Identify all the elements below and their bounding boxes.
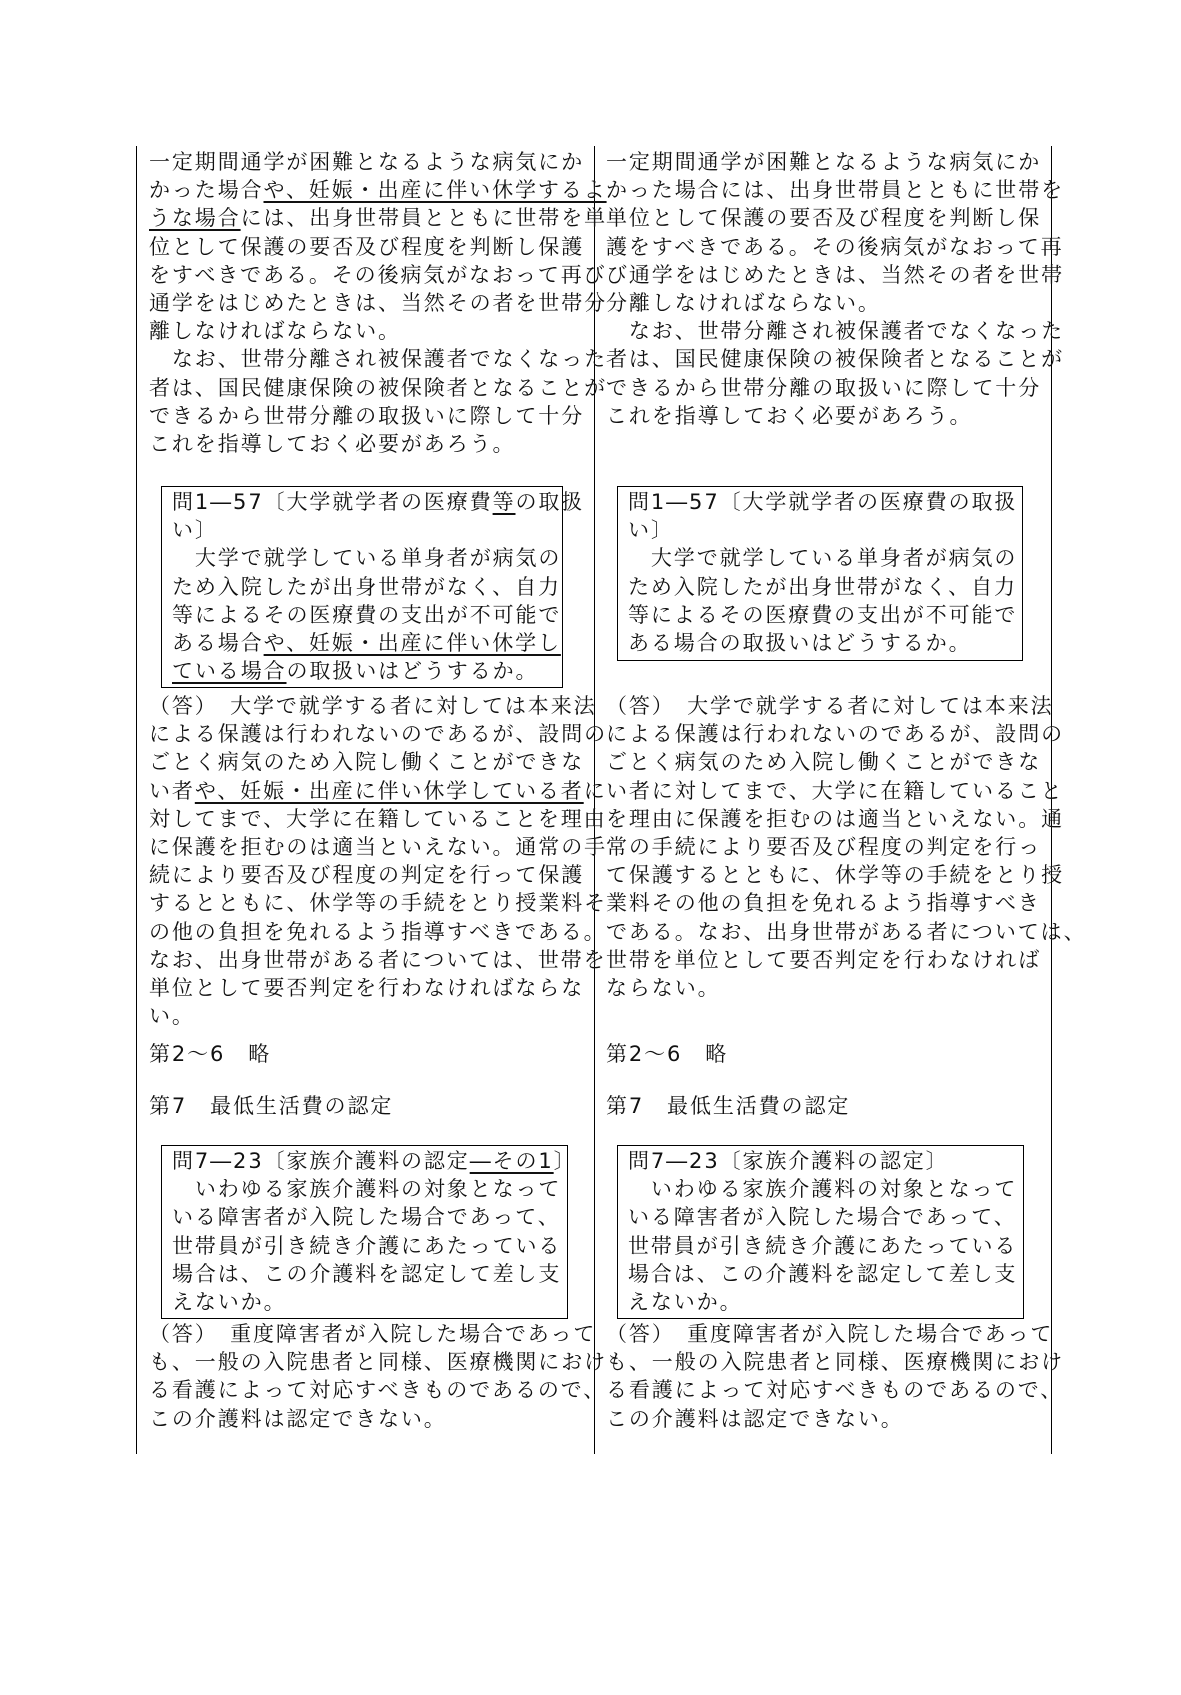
text-line: による保護は行われないのであるが、設問の	[149, 722, 607, 747]
text-line: この介護料は認定できない。	[149, 1406, 447, 1431]
text-line: これを指導しておく必要があろう。	[149, 431, 516, 456]
text-line: である。なお、出身世帯がある者については、	[606, 919, 1087, 944]
revised-answer-1-57	[149, 692, 607, 1030]
text-line: も、一般の入院患者と同様、医療機関におけ	[149, 1350, 607, 1375]
revised-paragraph	[149, 148, 607, 458]
text-line: いわゆる家族介護料の対象となって	[628, 1177, 1018, 1202]
text-line	[172, 657, 584, 685]
text-line: えないか。	[172, 1289, 287, 1314]
text-line: の他の負担を免れるよう指導すべきである。	[149, 919, 607, 944]
text-line: い。	[149, 1004, 195, 1029]
text-line: ごとく病気のため入院し働くことができな	[606, 750, 1042, 775]
text-line: 第2～6 略	[149, 1042, 272, 1066]
text-line: 位として保護の要否及び程度を判断し保護	[149, 234, 585, 259]
current-answer-1-57	[606, 692, 1086, 1002]
underlined-amendment: や、妊娠・出産に伴い休学し	[263, 630, 561, 655]
text-line: これを指導しておく必要があろう。	[606, 403, 973, 428]
text-segment: い者	[149, 778, 195, 803]
text-line	[172, 488, 584, 516]
text-segment: かった場合	[149, 178, 264, 203]
text-line: 対してまで、大学に在籍していることを理由	[149, 806, 607, 831]
text-line: 続により要否及び程度の判定を行って保護	[149, 863, 585, 888]
text-line: 大学で就学している単身者が病気の	[628, 546, 1018, 571]
text-line: できるから世帯分離の取扱いに際して十分	[606, 375, 1042, 400]
text-line: かった場合には、出身世帯員とともに世帯を	[606, 178, 1064, 203]
text-line: い〕	[628, 518, 674, 543]
text-segment: ある場合	[172, 630, 264, 655]
current-paragraph	[606, 148, 1064, 430]
text-line: い〕	[172, 518, 218, 543]
text-line: 問1―57〔大学就学者の医療費の取扱	[628, 490, 1018, 514]
text-line: も、一般の入院患者と同様、医療機関におけ	[606, 1350, 1064, 1375]
text-line: 第2～6 略	[606, 1042, 729, 1066]
text-line: できるから世帯分離の取扱いに際して十分	[149, 403, 585, 428]
text-line: 離しなければならない。	[149, 319, 401, 344]
current-section-7	[606, 1092, 850, 1120]
underlined-amendment: うな場合	[149, 206, 241, 231]
text-line: この介護料は認定できない。	[606, 1406, 904, 1431]
text-segment: 問7―23〔家族介護料の認定	[172, 1149, 470, 1173]
underlined-amendment: ―その1	[469, 1149, 554, 1173]
current-question-7-23	[628, 1147, 1017, 1316]
text-line: 大学で就学している単身者が病気の	[172, 546, 562, 571]
text-line: いわゆる家族介護料の対象となって	[172, 1177, 562, 1202]
text-segment: 問1―57〔大学就学者の医療費	[172, 490, 493, 514]
text-line: ならない。	[606, 975, 721, 1000]
text-line: 通学をはじめたときは、当然その者を世帯分	[149, 290, 607, 315]
text-line: 護をすべきである。その後病気がなおって再	[606, 234, 1064, 259]
text-line: するとともに、休学等の手続をとり授業料そ	[149, 891, 607, 916]
text-line: 第7 最低生活費の認定	[606, 1094, 851, 1118]
text-line: 分離しなければならない。	[606, 290, 881, 315]
underlined-amendment: や、妊娠・出産に伴い休学するよ	[263, 178, 607, 203]
text-line: （答） 重度障害者が入院した場合であって	[149, 1322, 597, 1346]
text-line: い者に対してまで、大学に在籍していること	[606, 778, 1064, 803]
text-line: ある場合の取扱いはどうするか。	[628, 630, 972, 655]
text-segment: の取扱いはどうするか。	[286, 659, 539, 684]
text-line: をすべきである。その後病気がなおって再び	[149, 262, 607, 287]
text-line: 第7 最低生活費の認定	[149, 1094, 394, 1118]
text-line: 世帯員が引き続き介護にあたっている	[628, 1233, 1018, 1258]
text-line: に保護を拒むのは適当といえない。通常の手	[149, 834, 607, 859]
text-line	[172, 1147, 577, 1175]
text-line: 一定期間通学が困難となるような病気にか	[149, 150, 585, 174]
current-answer-7-23	[606, 1320, 1064, 1433]
text-line: 場合は、この介護料を認定して差し支	[628, 1261, 1018, 1286]
text-line: を理由に保護を拒むのは適当といえない。通	[606, 806, 1064, 831]
underlined-amendment: ている場合	[172, 659, 287, 684]
text-line: （答） 大学で就学する者に対しては本来法	[606, 694, 1054, 718]
text-line: なお、出身世帯がある者については、世帯を	[149, 947, 607, 972]
text-line	[149, 176, 607, 204]
text-line: て保護するとともに、休学等の手続をとり授	[606, 863, 1064, 888]
revised-question-1-57	[172, 488, 584, 685]
text-segment: には、出身世帯員とともに世帯を単	[240, 206, 608, 231]
text-line: ごとく病気のため入院し働くことができな	[149, 750, 585, 775]
text-line	[149, 204, 607, 232]
text-line: 者は、国民健康保険の被保険者となることが	[606, 347, 1064, 372]
column-border-left	[136, 146, 137, 1454]
current-section-2-6	[606, 1040, 728, 1068]
text-line: 者は、国民健康保険の被保険者となることが	[149, 375, 607, 400]
revised-answer-7-23	[149, 1320, 607, 1433]
text-line: いる障害者が入院した場合であって、	[628, 1205, 1017, 1230]
text-line: 等によるその医療費の支出が不可能で	[172, 602, 562, 627]
text-line: 単位として保護の要否及び程度を判断し保	[606, 206, 1042, 231]
text-line: 常の手続により要否及び程度の判定を行っ	[606, 834, 1042, 859]
text-line: えないか。	[628, 1289, 743, 1314]
text-line: なお、世帯分離され被保護者でなくなった	[149, 347, 607, 372]
text-line: 場合は、この介護料を認定して差し支	[172, 1261, 562, 1286]
revised-question-7-23	[172, 1147, 577, 1316]
text-line	[149, 777, 607, 805]
text-line: ため入院したが出身世帯がなく、自力	[172, 574, 561, 599]
text-line: ため入院したが出身世帯がなく、自力	[628, 574, 1017, 599]
underlined-amendment: や、妊娠・出産に伴い休学している者	[194, 778, 584, 803]
text-line: （答） 大学で就学する者に対しては本来法	[149, 694, 597, 718]
text-line: び通学をはじめたときは、当然その者を世帯	[606, 262, 1064, 287]
text-line: る看護によって対応すべきものであるので、	[606, 1378, 1064, 1403]
text-line: なお、世帯分離され被保護者でなくなった	[606, 319, 1064, 344]
text-line: 単位として要否判定を行わなければならな	[149, 975, 585, 1000]
text-segment: に	[583, 778, 607, 803]
text-line: 一定期間通学が困難となるような病気にか	[606, 150, 1042, 174]
text-line: る看護によって対応すべきものであるので、	[149, 1378, 607, 1403]
text-line: 業料その他の負担を免れるよう指導すべき	[606, 891, 1041, 916]
text-line: による保護は行われないのであるが、設問の	[606, 722, 1064, 747]
current-question-1-57	[628, 488, 1017, 657]
text-segment: 〕	[553, 1149, 577, 1173]
text-line: いる障害者が入院した場合であって、	[172, 1205, 561, 1230]
text-segment: の取扱	[515, 490, 585, 514]
text-line	[172, 629, 584, 657]
text-line: （答） 重度障害者が入院した場合であって	[606, 1322, 1054, 1346]
text-line: 問7―23〔家族介護料の認定〕	[628, 1149, 949, 1173]
text-line: 世帯を単位として要否判定を行わなければ	[606, 947, 1042, 972]
text-line: 世帯員が引き続き介護にあたっている	[172, 1233, 562, 1258]
underlined-amendment: 等	[492, 490, 516, 514]
text-line: 等によるその医療費の支出が不可能で	[628, 602, 1018, 627]
revised-section-7	[149, 1092, 393, 1120]
revised-section-2-6	[149, 1040, 271, 1068]
